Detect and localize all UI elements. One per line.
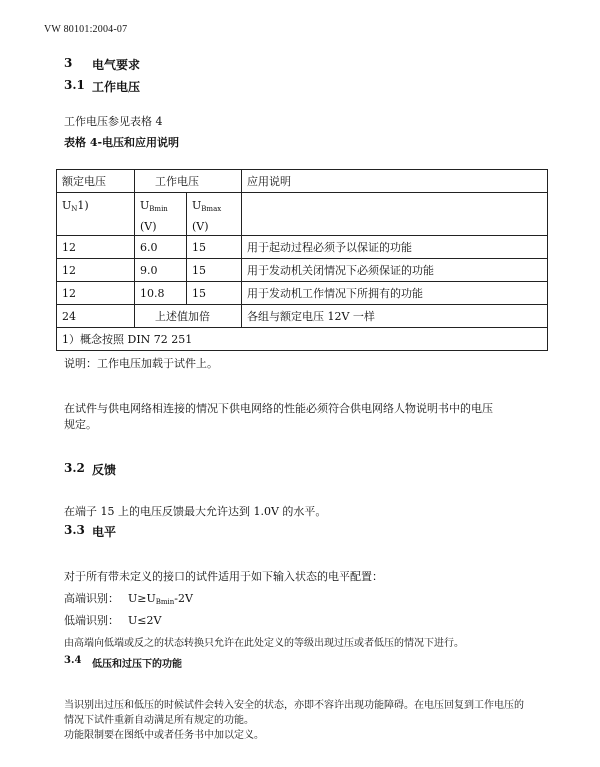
high-level-value: $U\ge U_{Bmin}-2V$ — [128, 592, 193, 606]
section-3-3-number: 3.3 — [64, 523, 85, 537]
high-level-row — [64, 590, 193, 606]
low-level-row — [64, 612, 161, 628]
cell-rated: 12 — [57, 282, 135, 305]
subheader-ubmax: $U_{Bmax}$ (V) — [187, 193, 242, 236]
table-row — [57, 259, 548, 282]
section-3-number: 3 — [64, 56, 73, 70]
cell-max: 15 — [187, 236, 242, 259]
document-header-id: VW 80101:2004-07 — [44, 24, 128, 35]
header-working-voltage: 工作电压 — [135, 170, 242, 193]
section-3-2-number: 3.2 — [64, 461, 85, 475]
header-application: 应用说明 — [242, 170, 548, 193]
subheader-un: $U_N1$) — [57, 193, 135, 236]
section-3-4-title: 低压和过压下的功能 — [92, 659, 182, 670]
table-row — [57, 236, 548, 259]
voltage-table — [56, 169, 548, 351]
cell-desc: 用于发动机关闭情况下必须保证的功能 — [242, 259, 548, 282]
table-caption: 表格 4-电压和应用说明 — [64, 136, 180, 149]
cell-desc: 用于起动过程必须予以保证的功能 — [242, 236, 548, 259]
cell-merged-double: 上述值加倍 — [135, 305, 242, 328]
high-level-label: 高端识别： — [64, 592, 119, 605]
subheader-empty — [242, 193, 548, 236]
table-row — [57, 305, 548, 328]
paragraph-feedback: 在端子 15 上的电压反馈最大允许达到 1.0V 的水平。 — [64, 505, 327, 518]
cell-min: 9.0 — [135, 259, 187, 282]
paragraph-level-config: 对于所有带未定义的接口的试件适用于如下输入状态的电平配置： — [64, 570, 383, 583]
cell-min: 10.8 — [135, 282, 187, 305]
table-reference-text: 工作电压参见表格 4 — [64, 115, 163, 128]
paragraph-supply-network-line1: 在试件与供电网络相连接的情况下供电网络的性能必须符合供电网络人物说明书中的电压 — [64, 402, 493, 415]
paragraph-state-transition: 由高端向低端或反之的状态转换只允许在此处定义的等级出现过压或者低压的情况下进行。 — [64, 638, 464, 649]
section-3-1-number: 3.1 — [64, 78, 85, 92]
table-subheader-row — [57, 193, 548, 236]
section-3-2-title: 反馈 — [92, 463, 117, 477]
cell-max: 15 — [187, 282, 242, 305]
cell-min: 6.0 — [135, 236, 187, 259]
cell-rated: 12 — [57, 236, 135, 259]
table-footnote-row — [57, 328, 548, 351]
cell-rated: 24 — [57, 305, 135, 328]
paragraph-protection-line3: 功能限制要在图纸中或者任务书中加以定义。 — [64, 730, 264, 741]
section-3-1-title: 工作电压 — [92, 80, 141, 94]
section-3-4-number: 3.4 — [64, 655, 82, 666]
cell-max: 15 — [187, 259, 242, 282]
paragraph-protection-line2: 情况下试件重新自动满足所有规定的功能。 — [64, 715, 254, 726]
paragraph-protection-line1: 当识别出过压和低压的时候试件会转入安全的状态，亦即不容许出现功能障碍。在电压回复到工作电压的 — [64, 700, 524, 711]
cell-desc: 用于发动机工作情况下所拥有的功能 — [242, 282, 548, 305]
cell-desc: 各组与额定电压 12V 一样 — [242, 305, 548, 328]
table-header-row — [57, 170, 548, 193]
header-rated-voltage: 额定电压 — [57, 170, 135, 193]
cell-rated: 12 — [57, 259, 135, 282]
section-3-3-title: 电平 — [92, 525, 117, 539]
low-level-label: 低端识别： — [64, 614, 119, 627]
paragraph-supply-network-line2: 规定。 — [64, 418, 97, 431]
subheader-ubmin: $U_{Bmin}$ (V) — [135, 193, 187, 236]
low-level-value: U≤2V — [128, 614, 162, 627]
section-3-title: 电气要求 — [92, 58, 141, 72]
table-row — [57, 282, 548, 305]
note-text: 说明：工作电压加载于试件上。 — [64, 357, 218, 370]
table-footnote: 1）概念按照 DIN 72 251 — [57, 328, 548, 351]
